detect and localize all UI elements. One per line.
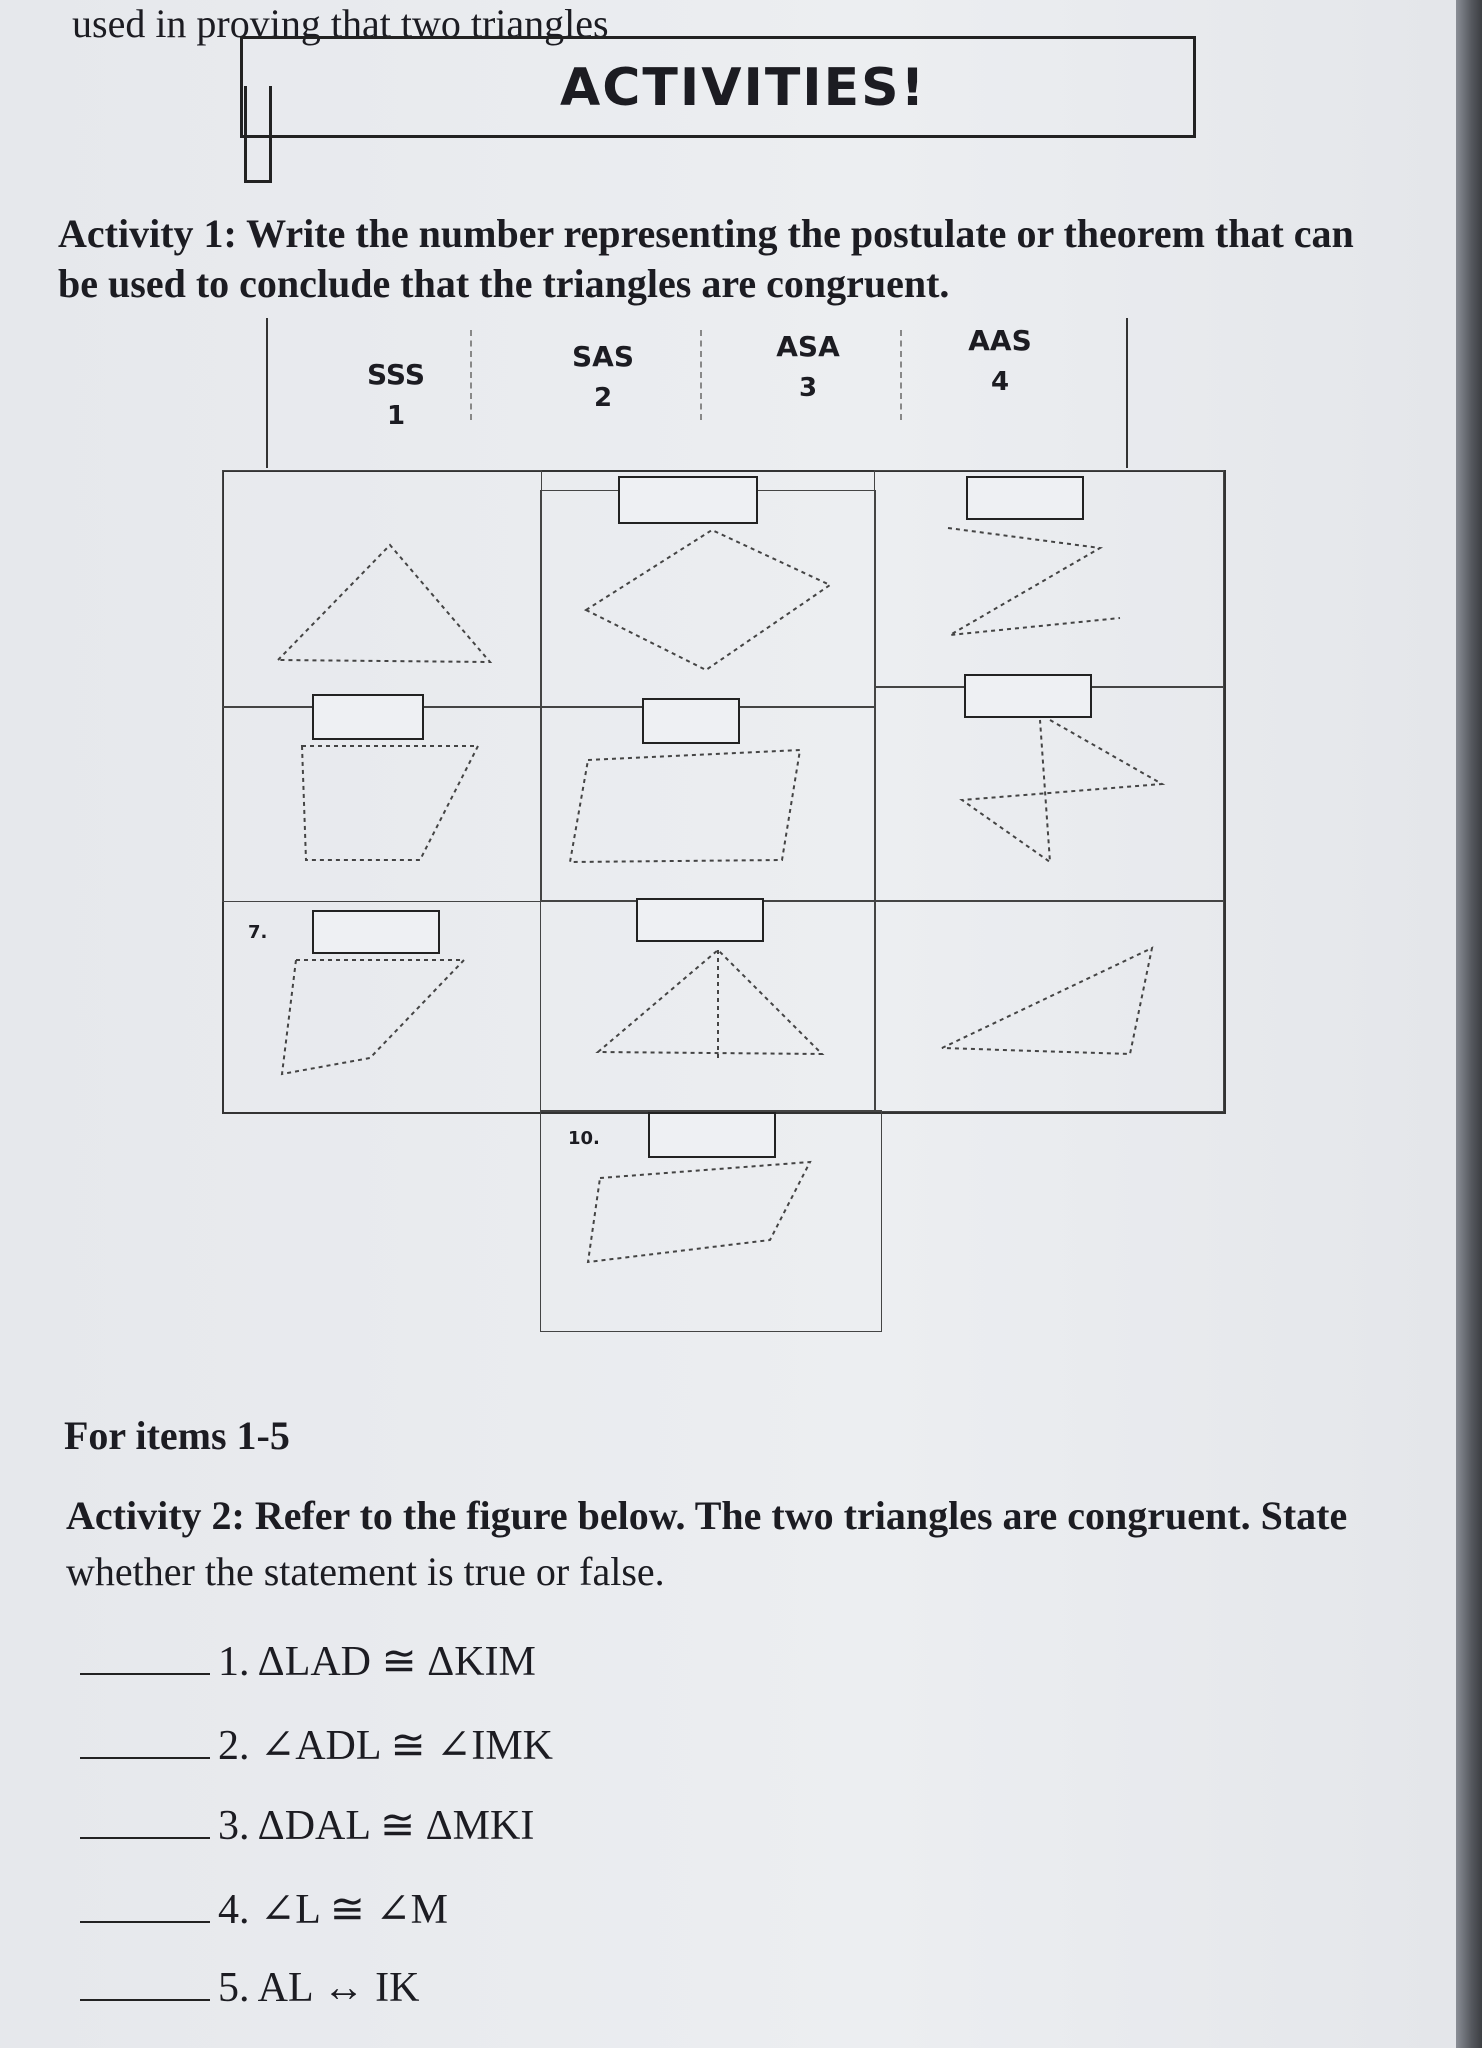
triangle-figure [948, 528, 1120, 635]
activity1-instruction-cont: be used to conclude that the triangles are congruent. [58, 261, 950, 306]
answer-blank[interactable] [80, 1837, 210, 1839]
statement-2 [80, 1720, 553, 1770]
legend-name: SSS [367, 358, 425, 391]
statement-5 [80, 1964, 419, 2012]
statement-text: 3. ΔDAL ≅ ΔMKI [218, 1803, 535, 1849]
legend-name: AAS [968, 324, 1032, 357]
answer-blank[interactable] [80, 1757, 210, 1759]
legend-name: SAS [571, 340, 634, 373]
answer-blank[interactable] [80, 1999, 210, 2001]
activity2-instruction [66, 1492, 1347, 1539]
triangle-figure [570, 750, 800, 862]
legend-number: 4 [990, 367, 1010, 397]
legend-name: ASA [776, 330, 840, 363]
statement-3 [80, 1800, 534, 1850]
intro-line: used in proving that two triangles [72, 1, 609, 46]
statement-text: 1. ΔLAD ≅ ΔKIM [218, 1639, 536, 1685]
triangle-figure [588, 1162, 810, 1262]
item-number-10: 10. [568, 1128, 600, 1149]
answer-blank[interactable] [80, 1921, 210, 1923]
triangle-figure [302, 746, 478, 860]
activity1-instruction: Activity 1: Write the number representing the postulate or theorem that can [58, 211, 1354, 256]
legend-number: 1 [386, 401, 406, 431]
statement-text: 5. AL ↔ IK [218, 1965, 420, 2011]
for-items-label: For items 1-5 [64, 1413, 290, 1458]
legend-number: 3 [798, 373, 818, 403]
activity2-instruction-cont: whether the statement is true or false. [66, 1549, 665, 1594]
triangle-figure [598, 950, 822, 1054]
answer-blank[interactable] [80, 1673, 210, 1675]
banner-title: ACTIVITIES! [560, 58, 927, 118]
triangle-figure [278, 545, 490, 662]
statement-text: 4. ∠L ≅ ∠M [218, 1887, 449, 1933]
triangle-figure [282, 960, 464, 1074]
triangle-figure [962, 720, 1162, 862]
statement-4 [80, 1884, 448, 1934]
legend-number: 2 [593, 383, 613, 413]
activity2-text: Activity 2: Refer to the figure below. The two triangles are congruent. State [66, 1493, 1348, 1538]
statement-text: 2. ∠ADL ≅ ∠IMK [218, 1723, 553, 1769]
item-number-7: 7. [248, 922, 268, 943]
statement-1 [80, 1636, 536, 1686]
triangle-figure [586, 530, 830, 670]
triangle-figure [942, 948, 1152, 1054]
